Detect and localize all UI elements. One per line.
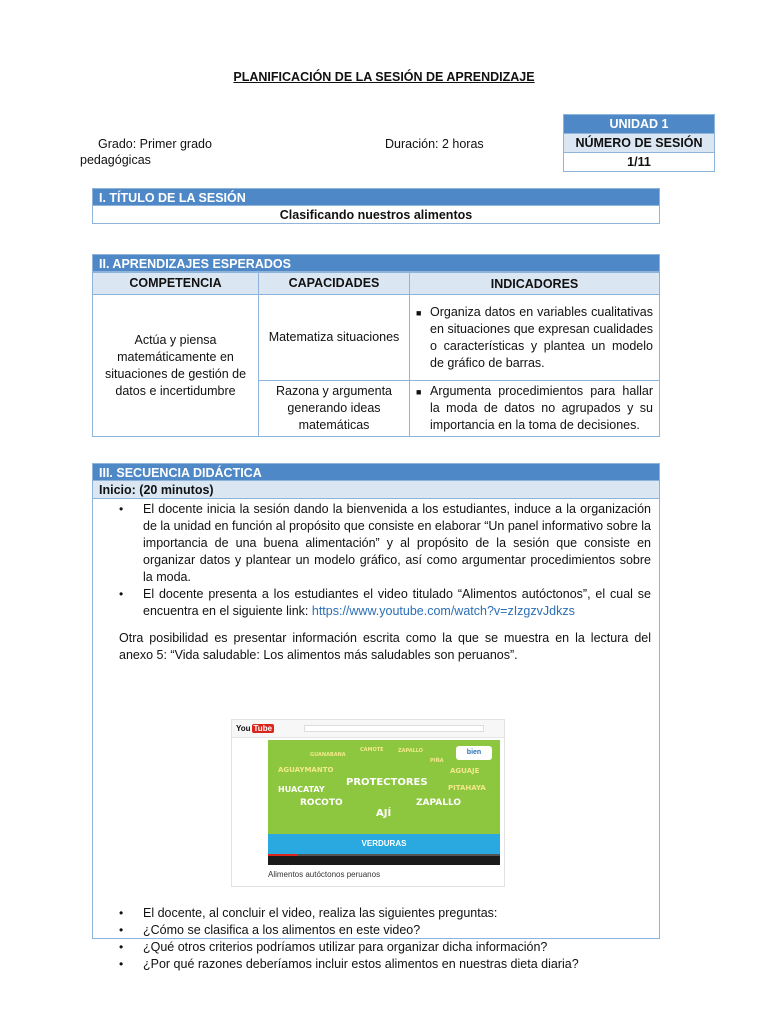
video-strip: VERDURAS <box>268 834 500 854</box>
bullet-icon: • <box>119 923 124 937</box>
inicio-label: Inicio: (20 minutos) <box>92 481 660 499</box>
list-item: • El docente, al concluir el video, realiza las siguientes preguntas: <box>119 906 498 920</box>
video-word: ZAPALLO <box>416 798 462 808</box>
bullet-text: El docente inicia la sesión dando la bienvenida a los estudiantes, induce a la organización de la unidad en función al propósito que consiste en elaborar “Un panel informativo sobre la importancia de una buena alimentación” y al propósito de la sesión que consiste en organizar datos y plantear un modelo gráfico, así como argumentar procedimientos sobre la moda. <box>143 502 651 584</box>
capacidad-cell: Razona y argumenta generando ideas matemáticas <box>259 381 410 437</box>
video-word: AGUAJE <box>450 767 480 775</box>
youtube-link[interactable]: https://www.youtube.com/watch?v=zIzgzvJdkzs <box>311 604 575 618</box>
aprendizajes-header: II. APRENDIZAJES ESPERADOS <box>92 254 660 272</box>
grado-continuation: pedagógicas <box>80 153 151 167</box>
video-frame <box>268 740 500 854</box>
list-item <box>119 586 651 620</box>
unit-box <box>563 114 715 172</box>
square-bullet-icon: ■ <box>416 387 422 397</box>
brand-badge: bien <box>456 746 492 760</box>
video-word: AGUAYMANTO <box>278 766 334 774</box>
table-row <box>93 295 660 381</box>
youtube-logo: You Tube <box>236 724 273 733</box>
video-word: PIÑA <box>430 758 444 764</box>
video-progress[interactable] <box>268 854 500 856</box>
titulo-value: Clasificando nuestros alimentos <box>92 206 660 224</box>
col-capacidades: CAPACIDADES <box>259 273 410 295</box>
indicador-cell <box>410 295 660 381</box>
search-input <box>304 725 484 732</box>
video-word: PITAHAYA <box>448 784 486 792</box>
questions-list <box>119 905 651 973</box>
titulo-header: I. TÍTULO DE LA SESIÓN <box>92 188 660 206</box>
secuencia-header: III. SECUENCIA DIDÁCTICA <box>92 463 660 481</box>
indicador-text: Organiza datos en variables cualitativas en situaciones que expresan cualidades o características y plantea un modelo de gráfico de barras. <box>430 304 653 370</box>
video-word: ZAPALLO <box>398 748 424 754</box>
youtube-header <box>232 720 504 738</box>
bullet-icon: • <box>119 502 124 516</box>
video-screenshot[interactable] <box>231 719 505 887</box>
duracion-label: Duración: 2 horas <box>385 137 484 151</box>
list-item: • ¿Qué otros criterios podríamos utilizar para organizar dicha información? <box>119 940 548 954</box>
indicador-cell <box>410 381 660 437</box>
aprendizajes-table <box>92 272 660 437</box>
grado-label: Grado: Primer grado <box>98 137 212 151</box>
video-word: GUANABANA <box>310 752 346 758</box>
list-item: • ¿Cómo se clasifica a los alimentos en este video? <box>119 923 421 937</box>
video-caption: Alimentos autóctonos peruanos <box>268 870 381 879</box>
square-bullet-icon: ■ <box>416 307 422 318</box>
video-word: CAMOTE <box>360 747 384 753</box>
bullet-icon: • <box>119 940 124 954</box>
indicador-text: Argumenta procedimientos para hallar la moda de datos no agrupados y su importancia en la toma de decisiones. <box>430 384 653 432</box>
bullet-icon: • <box>119 587 124 601</box>
video-word: AJÍ <box>376 808 392 819</box>
secuencia-section <box>92 463 660 971</box>
list-item <box>119 501 651 586</box>
video-word: PROTECTORES <box>346 777 428 788</box>
bullet-icon: • <box>119 906 124 920</box>
bullet-icon: • <box>119 957 124 971</box>
bullet-text: El docente presenta a los estudiantes el video titulado “Alimentos autóctonos”, el cual se encuentra en el siguiente link: <box>143 587 651 618</box>
document-title: PLANIFICACIÓN DE LA SESIÓN DE APRENDIZAJE <box>233 70 535 84</box>
unidad-label: UNIDAD 1 <box>564 115 715 134</box>
secuencia-body <box>92 499 660 971</box>
aprendizajes-section <box>92 254 660 437</box>
col-indicadores: INDICADORES <box>410 273 660 295</box>
competencia-cell: Actúa y piensa matemáticamente en situaciones de gestión de datos e incertidumbre <box>93 295 259 437</box>
capacidad-cell: Matematiza situaciones <box>259 295 410 381</box>
video-word: ROCOTO <box>300 798 343 808</box>
numero-sesion-label: NÚMERO DE SESIÓN <box>564 134 715 153</box>
titulo-section <box>92 188 660 224</box>
video-word: HUACATAY <box>278 785 325 794</box>
numero-sesion-value: 1/11 <box>564 153 715 172</box>
list-item: • ¿Por qué razones deberíamos incluir estos alimentos en nuestras dieta diaria? <box>119 957 579 971</box>
col-competencia: COMPETENCIA <box>93 273 259 295</box>
paragraph: Otra posibilidad es presentar información escrita como la que se muestra en la lectura del anexo 5: “Vida saludable: Los alimentos más saludables son peruanos”. <box>119 631 651 662</box>
video-controls[interactable] <box>268 854 500 865</box>
